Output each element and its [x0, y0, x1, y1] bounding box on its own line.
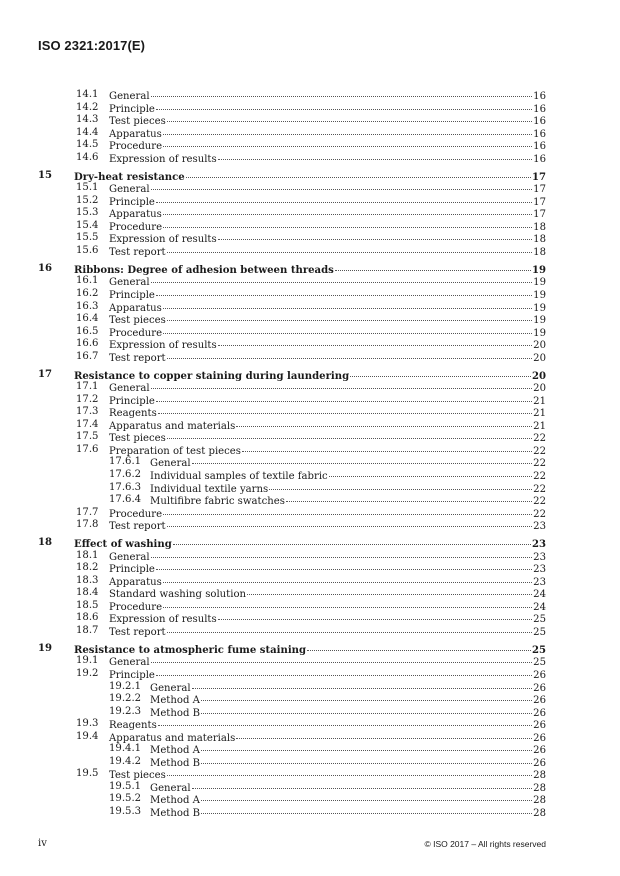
- dot-leader: [163, 505, 532, 515]
- dot-leader: [173, 535, 531, 545]
- toc-entry-page: 17: [531, 171, 546, 183]
- toc-entry-title: Apparatus: [109, 576, 162, 588]
- toc-entry-page: 16: [533, 153, 546, 165]
- dot-leader: [192, 679, 533, 689]
- toc-entry-title: Principle: [109, 103, 155, 115]
- toc-entry-page: 19: [531, 264, 546, 276]
- toc-entry-number: 18.1: [76, 549, 99, 561]
- toc-entry-title: Expression of results: [109, 340, 217, 352]
- toc-entry-number: 15.4: [76, 219, 99, 231]
- toc-entry-page: 17: [533, 184, 546, 196]
- toc-entry-title: Resistance to atmospheric fume staining: [74, 644, 307, 656]
- toc-entry-title: General: [109, 91, 150, 102]
- toc-entry-number: 17.6.4: [109, 494, 142, 506]
- dot-leader: [218, 336, 532, 346]
- toc-entry-page: 19: [533, 277, 546, 289]
- toc-entry-title: General: [150, 782, 191, 794]
- toc-entry-number: 16.4: [76, 313, 99, 325]
- dot-leader: [167, 243, 533, 253]
- toc-entry-page: 26: [533, 757, 546, 769]
- toc-entry-title: Method B: [150, 808, 201, 820]
- toc-entry-number: 18.2: [76, 562, 99, 574]
- toc-entry-title: Principle: [109, 289, 155, 301]
- toc-entry-title: Reagents: [109, 720, 157, 732]
- dot-leader: [163, 137, 532, 147]
- toc-entry-title: Test pieces: [109, 433, 166, 445]
- toc-entry-page: 16: [533, 103, 546, 115]
- toc-entry-title: Individual samples of textile fabric: [150, 471, 328, 483]
- toc-entry-number: 19.2.2: [109, 693, 142, 705]
- toc-entry-number: 17.3: [76, 406, 99, 418]
- toc-entry-page: 19: [533, 289, 546, 301]
- toc-entry-page: 22: [533, 433, 546, 445]
- dot-leader: [167, 112, 532, 122]
- toc-entry-title: Expression of results: [109, 614, 217, 626]
- toc-entry-page: 25: [533, 657, 546, 669]
- dot-leader: [156, 193, 532, 203]
- dot-leader: [236, 417, 532, 427]
- toc-entry-number: 18: [38, 537, 53, 549]
- toc-entry-title: Ribbons: Degree of adhesion between threads: [74, 264, 334, 276]
- dot-leader: [218, 610, 532, 620]
- toc-entry-page: 16: [533, 91, 546, 102]
- toc-entry-number: 15.6: [76, 244, 99, 256]
- toc-entry-page: 19: [533, 327, 546, 339]
- toc-entry-page: 25: [531, 644, 546, 656]
- toc-entry-title: Preparation of test pieces: [109, 445, 241, 457]
- dot-leader: [151, 653, 533, 663]
- toc-entry-number: 18.4: [76, 587, 99, 599]
- toc-section-entry[interactable]: [0, 625, 620, 638]
- toc-entry-title: Method A: [150, 745, 200, 757]
- toc-entry-page: 26: [533, 720, 546, 732]
- dot-leader: [236, 729, 532, 739]
- toc-entry-number: 17.2: [76, 393, 99, 405]
- toc-entry-page: 26: [533, 695, 546, 707]
- dot-leader: [156, 286, 532, 296]
- toc-entry-page: 23: [533, 564, 546, 576]
- dot-leader: [167, 311, 532, 321]
- toc-entry-page: 25: [533, 626, 546, 638]
- toc-entry-number: 17.5: [76, 431, 99, 443]
- toc-entry-number: 17.6.3: [109, 481, 142, 493]
- toc-entry-page: 16: [533, 116, 546, 128]
- toc-entry-leader-line: [109, 152, 546, 167]
- toc-entry-number: 19.5.3: [109, 806, 142, 818]
- toc-entry-number: 14.6: [76, 151, 99, 163]
- dot-leader: [192, 779, 533, 789]
- dot-leader: [163, 573, 532, 583]
- toc-entry-number: 17.1: [76, 381, 99, 393]
- toc-entry-number: 18.6: [76, 612, 99, 624]
- toc-entry-page: 20: [531, 370, 546, 382]
- toc-entry-page: 18: [533, 221, 546, 233]
- toc-entry-page: 26: [533, 670, 546, 682]
- toc-entry-page: 16: [533, 128, 546, 140]
- toc-entry-title: Test report: [109, 246, 166, 258]
- toc-entry-page: 28: [533, 808, 546, 820]
- toc-entry-title: Method A: [150, 795, 200, 807]
- dot-leader: [350, 367, 531, 377]
- dot-leader: [167, 517, 533, 527]
- table-of-contents: [0, 89, 620, 819]
- toc-entry-title: Expression of results: [109, 234, 217, 246]
- toc-entry-title: Principle: [109, 564, 155, 576]
- toc-entry-number: 15.1: [76, 182, 99, 194]
- dot-leader: [247, 585, 532, 595]
- toc-entry-title: Procedure: [109, 141, 163, 153]
- toc-entry-page: 23: [533, 521, 546, 533]
- toc-subsection-entry[interactable]: [0, 806, 620, 819]
- toc-entry-number: 19.4.1: [109, 743, 142, 755]
- toc-entry-number: 17.7: [76, 506, 99, 518]
- toc-entry-title: Test report: [109, 521, 166, 533]
- toc-section-entry[interactable]: [0, 519, 620, 532]
- toc-entry-title: Test pieces: [109, 315, 166, 327]
- toc-entry-page: 23: [533, 576, 546, 588]
- toc-entry-page: 28: [533, 795, 546, 807]
- dot-leader: [163, 299, 532, 309]
- toc-entry-page: 23: [531, 539, 546, 551]
- toc-entry-title: General: [109, 184, 150, 196]
- toc-entry-title: Principle: [109, 395, 155, 407]
- dot-leader: [156, 560, 532, 570]
- toc-entry-title: Test pieces: [109, 770, 166, 782]
- dot-leader: [201, 741, 532, 751]
- dot-leader: [151, 180, 533, 190]
- toc-entry-title: Effect of washing: [74, 539, 172, 551]
- toc-entry-number: 15: [38, 169, 53, 181]
- dot-leader: [167, 623, 533, 633]
- toc-entry-title: Procedure: [109, 221, 163, 233]
- toc-entry-number: 19.5.1: [109, 780, 142, 792]
- toc-entry-title: Procedure: [109, 601, 163, 613]
- toc-section-entry[interactable]: [0, 152, 620, 165]
- toc-entry-leader-line: [109, 625, 546, 640]
- dot-leader: [192, 454, 533, 464]
- toc-entry-title: Reagents: [109, 408, 157, 420]
- toc-entry-number: 17.8: [76, 519, 99, 531]
- toc-entry-leader-line: [109, 245, 546, 260]
- toc-entry-page: 25: [533, 614, 546, 626]
- toc-entry-page: 26: [533, 707, 546, 719]
- toc-entry-number: 18.7: [76, 624, 99, 636]
- dot-leader: [151, 379, 533, 389]
- toc-entry-leader-line: [109, 351, 546, 366]
- toc-entry-title: General: [109, 657, 150, 669]
- dot-leader: [186, 168, 531, 178]
- toc-entry-number: 19.2.1: [109, 680, 142, 692]
- toc-entry-title: General: [109, 277, 150, 289]
- dot-leader: [269, 480, 532, 490]
- toc-entry-title: Method A: [150, 695, 200, 707]
- dot-leader: [201, 691, 532, 701]
- toc-section-entry[interactable]: [0, 351, 620, 364]
- toc-entry-title: General: [109, 383, 150, 395]
- dot-leader: [201, 791, 532, 801]
- toc-entry-number: 17.6: [76, 443, 99, 455]
- toc-entry-number: 14.1: [76, 89, 99, 100]
- toc-entry-number: 16.5: [76, 325, 99, 337]
- toc-entry-page: 20: [533, 340, 546, 352]
- toc-entry-title: Dry-heat resistance: [74, 171, 185, 183]
- toc-entry-title: Method B: [150, 707, 201, 719]
- toc-entry-page: 21: [533, 408, 546, 420]
- toc-entry-number: 19.5: [76, 768, 99, 780]
- toc-entry-number: 16.6: [76, 338, 99, 350]
- toc-entry-title: General: [150, 458, 191, 470]
- dot-leader: [201, 704, 532, 714]
- toc-entry-leader-line: [109, 519, 546, 534]
- toc-entry-number: 16.2: [76, 287, 99, 299]
- dot-leader: [156, 100, 532, 110]
- toc-entry-page: 19: [533, 315, 546, 327]
- toc-entry-page: 17: [533, 209, 546, 221]
- dot-leader: [151, 548, 533, 558]
- toc-entry-number: 17.6.2: [109, 469, 142, 481]
- toc-entry-number: 14.4: [76, 126, 99, 138]
- toc-entry-page: 24: [533, 601, 546, 613]
- dot-leader: [151, 273, 533, 283]
- toc-entry-number: 19.2: [76, 668, 99, 680]
- page-number: iv: [38, 838, 47, 849]
- toc-entry-page: 24: [533, 589, 546, 601]
- toc-entry-title: Test report: [109, 626, 166, 638]
- toc-entry-title: Principle: [109, 670, 155, 682]
- toc-entry-number: 14.3: [76, 114, 99, 126]
- toc-entry-page: 26: [533, 732, 546, 744]
- toc-entry-number: 19.3: [76, 718, 99, 730]
- toc-section-entry[interactable]: [0, 245, 620, 258]
- toc-entry-page: 22: [533, 445, 546, 457]
- toc-entry-number: 16.7: [76, 350, 99, 362]
- toc-entry-number: 15.2: [76, 194, 99, 206]
- toc-entry-page: 22: [533, 471, 546, 483]
- toc-entry-number: 17: [38, 368, 53, 380]
- toc-entry-title: Apparatus: [109, 209, 162, 221]
- toc-entry-leader-line: [150, 806, 546, 821]
- toc-entry-title: General: [109, 551, 150, 563]
- toc-entry-page: 20: [533, 383, 546, 395]
- toc-entry-title: Apparatus: [109, 128, 162, 140]
- dot-leader: [167, 349, 533, 359]
- toc-entry-number: 16.3: [76, 300, 99, 312]
- toc-entry-number: 19.4: [76, 730, 99, 742]
- dot-leader: [163, 218, 532, 228]
- toc-entry-page: 18: [533, 234, 546, 246]
- toc-entry-title: General: [150, 682, 191, 694]
- dot-leader: [242, 442, 532, 452]
- toc-entry-number: 19: [38, 642, 53, 654]
- toc-entry-page: 28: [533, 782, 546, 794]
- toc-entry-title: Test pieces: [109, 116, 166, 128]
- toc-entry-title: Apparatus and materials: [109, 420, 236, 432]
- dot-leader: [163, 205, 532, 215]
- toc-entry-number: 17.6.1: [109, 456, 142, 468]
- dot-leader: [218, 230, 532, 240]
- toc-entry-title: Principle: [109, 196, 155, 208]
- toc-entry-page: 28: [533, 770, 546, 782]
- toc-entry-number: 15.3: [76, 207, 99, 219]
- toc-entry-page: 26: [533, 682, 546, 694]
- dot-leader: [307, 641, 531, 651]
- toc-entry-number: 19.4.2: [109, 755, 142, 767]
- toc-entry-number: 17.4: [76, 418, 99, 430]
- toc-entry-title: Procedure: [109, 327, 163, 339]
- toc-entry-page: 17: [533, 196, 546, 208]
- toc-entry-title: Apparatus and materials: [109, 732, 236, 744]
- dot-leader: [156, 392, 532, 402]
- toc-entry-number: 16.1: [76, 275, 99, 287]
- document-header: ISO 2321:2017(E): [38, 38, 146, 53]
- dot-leader: [163, 125, 532, 135]
- dot-leader: [167, 766, 532, 776]
- toc-entry-number: 16: [38, 262, 53, 274]
- toc-entry-page: 22: [533, 496, 546, 508]
- dot-leader: [218, 150, 532, 160]
- dot-leader: [286, 492, 532, 502]
- toc-entry-title: Individual textile yarns: [150, 483, 269, 495]
- toc-entry-page: 18: [533, 246, 546, 258]
- toc-entry-title: Expression of results: [109, 153, 217, 165]
- toc-entry-title: Multifibre fabric swatches: [150, 496, 285, 508]
- toc-entry-number: 14.5: [76, 139, 99, 151]
- dot-leader: [201, 804, 532, 814]
- toc-entry-title: Test report: [109, 352, 166, 364]
- dot-leader: [329, 467, 532, 477]
- toc-entry-title: Standard washing solution: [109, 589, 247, 601]
- toc-entry-number: 14.2: [76, 101, 99, 113]
- toc-entry-page: 20: [533, 352, 546, 364]
- copyright-notice: © ISO 2017 – All rights reserved: [424, 839, 546, 849]
- toc-entry-title: Method B: [150, 757, 201, 769]
- dot-leader: [163, 598, 532, 608]
- dot-leader: [158, 404, 532, 414]
- toc-entry-page: 26: [533, 745, 546, 757]
- toc-entry-title: Procedure: [109, 508, 163, 520]
- toc-entry-page: 21: [533, 395, 546, 407]
- dot-leader: [156, 666, 532, 676]
- dot-leader: [201, 754, 532, 764]
- toc-entry-page: 22: [533, 458, 546, 470]
- dot-leader: [151, 87, 533, 97]
- toc-entry-page: 23: [533, 551, 546, 563]
- toc-entry-page: 16: [533, 141, 546, 153]
- dot-leader: [163, 324, 532, 334]
- toc-entry-number: 18.5: [76, 599, 99, 611]
- toc-entry-number: 19.2.3: [109, 705, 142, 717]
- toc-entry-number: 18.3: [76, 574, 99, 586]
- dot-leader: [167, 429, 532, 439]
- toc-entry-title: Apparatus: [109, 302, 162, 314]
- dot-leader: [158, 716, 532, 726]
- toc-entry-page: 21: [533, 420, 546, 432]
- dot-leader: [335, 261, 531, 271]
- toc-entry-number: 19.1: [76, 655, 99, 667]
- toc-entry-page: 22: [533, 508, 546, 520]
- toc-entry-title: Resistance to copper staining during laundering: [74, 370, 350, 382]
- toc-entry-number: 15.5: [76, 232, 99, 244]
- toc-entry-page: 22: [533, 483, 546, 495]
- toc-entry-page: 19: [533, 302, 546, 314]
- toc-entry-number: 19.5.2: [109, 793, 142, 805]
